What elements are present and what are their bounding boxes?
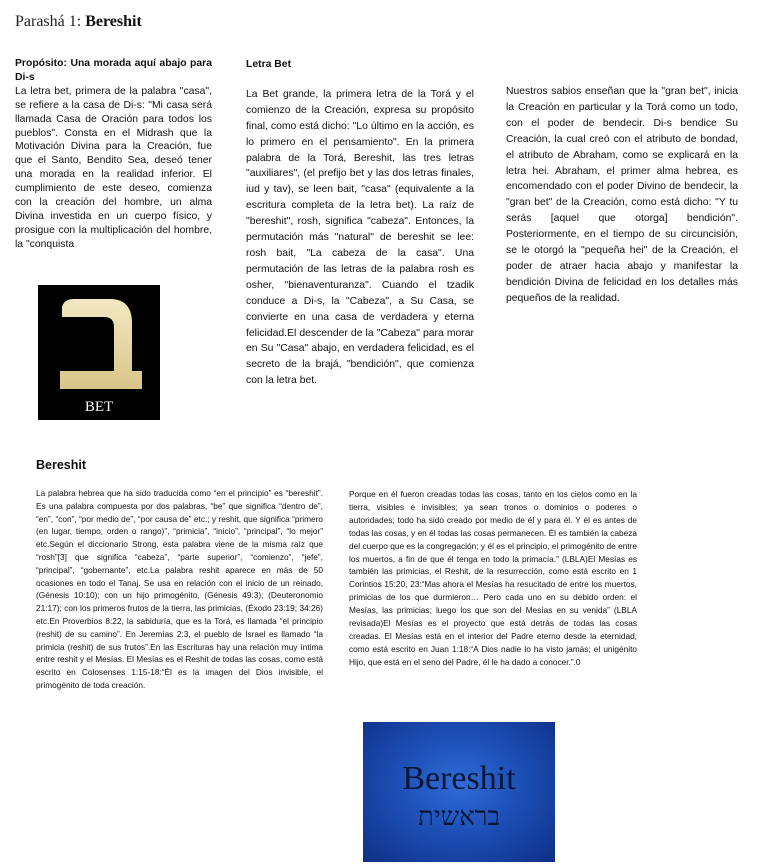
letra-bet-heading: Letra Bet (246, 59, 292, 70)
bet-letter-image (38, 285, 160, 420)
bereshit-column-left (36, 487, 323, 692)
title-name: Bereshit (85, 13, 142, 30)
letra-bet-body: La Bet grande, la primera letra de la Torá y el comienzo de la Creación, expresa su propósito final, como está dicho: "Lo último en la acción, es lo primero en el pensamiento". En la primera palabra de la Torá, Bereshit, las tres letras "auxiliares", (el prefijo bet y las dos letras finales, iud y tav), se leen bait, "casa" (equivalente a la escritura completa de la letra bet). La raíz de "bereshit", rosh, significa "cabeza". Entonces, la permutación más "natural" de bereshit se lee: rosh bait, "La cabeza de la casa". Una permutación de las letras de la palabra rosh es osher, "bienaventuranza". Cuando el tzadik conduce a Di-s, la "Cabeza", a Su Casa, se convierte en una casa de verdadera y eterna felicidad.El descender de la "Cabeza" para morar en Su "Casa" abajo, en verdadera felicidad, es el secreto de la brajá, "bendición", que comienza con la letra bet. (246, 88, 474, 387)
letra-bet-column (246, 57, 474, 389)
bet-letter-graphic (38, 285, 160, 420)
title-prefix: Parashá 1: (15, 13, 82, 30)
bet-shape (60, 299, 142, 389)
bereshit-image-hebrew: בראשית (418, 802, 500, 832)
proposito-body: La letra bet, primera de la palabra "casa", se refiere a la casa de Di-s: "Mi casa será llamada Casa de Oración para todos los pueblos". Consta en el Midrash que la Motivación Divina para la Creación, fue que el Santo, Bendito Sea, deseó tener una morada en la realidad inferior. El cumplimiento de este deseo, comienza con la creación del hombre, un alma Divina investida en un cuerpo físico, y prosigue con la multiplicación del hombre, la "conquista (15, 85, 212, 250)
bereshit-image (363, 722, 555, 862)
proposito-bold: Una morada aquí abajo para Di-s (15, 58, 212, 83)
gran-bet-body: Nuestros sabios enseñan que la "gran bet", inicia la Creación en particular y la Torá como un todo, con el poder de bendecir. Di-s bendice Su Creación, la cual creó con el atributo de bondad, el atributo de Abraham, como se explicará en la letra hei. Abraham, el primer alma hebrea, es encomendado con el poder Divino de bendecir, la "gran bet" de la Creación, como está dicho: "Y tu serás [aquel que otorga] bendición". Posteriormente, en el tiempo de su circuncisión, se le otorgó la "pequeña hei" de la Creación, el poder de atraer hacia abajo y manifestar la bendición Divina de felicidad en los detalles más pequeños de la realidad. (506, 86, 738, 304)
bereshit-column-right (349, 488, 637, 669)
page-title (15, 13, 142, 31)
bereshit-right-body: Porque en él fueron creadas todas las cosas, tanto en los cielos como en la tierra, visibles e invisibles; ya sean tronos o dominios o poderes o autoridades; todo ha sido creado por medio de él y para él. Y él es antes de todas las cosas, y en él todas las cosas permanecen. Él es también la cabeza del cuerpo que es la congregación; y él es el principio, el primogénito de entre los muertos, a fin de que él tenga en todo la primacía.” (LBLA)El Mesías es también las primicias, el Reshit, de la resurrección, como está escrito en 1 Corintios 15:20, 23:“Mas ahora el Mesías ha resucitado de entre los muertos, primicias de los que durmieron… Pero cada uno en su debido orden: el Mesías, las primicias; luego los que son del Mesías en su venida” (LBLA revisada)El Mesías es el proyecto que está detrás de todas las cosas creadas. El Mesías está en el interior del Padre eterno desde la eternidad, como está escrito en Juan 1:18:“A Dios nadie lo ha visto jamás; el unigénito Hijo, que está en el seno del Padre, él le ha dado a conocer.”.0 (349, 489, 637, 667)
section-title: Bereshit (36, 458, 87, 472)
bereshit-left-body: La palabra hebrea que ha sido traducida como “en el principio” es “bereshit”. Es una palabra compuesta por dos palabras, “be” que significa “dentro de”, “en”, “con”, “por medio de”, “por causa de” etc.; y reshit, que significa “primero (en lugar, tiempo, orden o rango)”, “primicia”, “inicio”, “principal”, “lo mejor” etc.Según el diccionario Strong, esta palabra viene de la misma raíz que “rosh”[3] que significa “cabeza”, “parte superior”, “comienzo”, “jefe”, “principal”, “gobernante”, etc.La palabra reshit aparece en más de 50 ocasiones en todo el Tanaj. Se usa en relación con el inicio de un reinado, (Génesis 10:10); con un hijo primogénito, (Génesis 49:3); (Deuteronomio 21:17); con los primeros frutos de la tierra, las primicias, (Éxodo 23:19; 34:26) etc.En Proverbios 8:22, la sabiduría, que es la Torá, es llamada “el principio (reshit) de su camino”. En Jeremías 2:3, el pueblo de Israel es llamado “la primicia (reshit) de sus frutos”.En las Escrituras hay una relación muy íntima entre reshit y el Mesías. El Mesías es el Reshit de todas las cosas, como está escrito en Colosenses 1:15-18:“Él es la imagen del Dios invisible, el primogénito de toda creación. (36, 488, 323, 690)
bereshit-image-latin: Bereshit (402, 760, 516, 797)
proposito-column (15, 57, 212, 252)
bet-caption: BET (84, 399, 114, 415)
proposito-label: Propósito: (15, 58, 67, 69)
proposito-heading (15, 57, 212, 85)
gran-bet-column (506, 84, 738, 307)
